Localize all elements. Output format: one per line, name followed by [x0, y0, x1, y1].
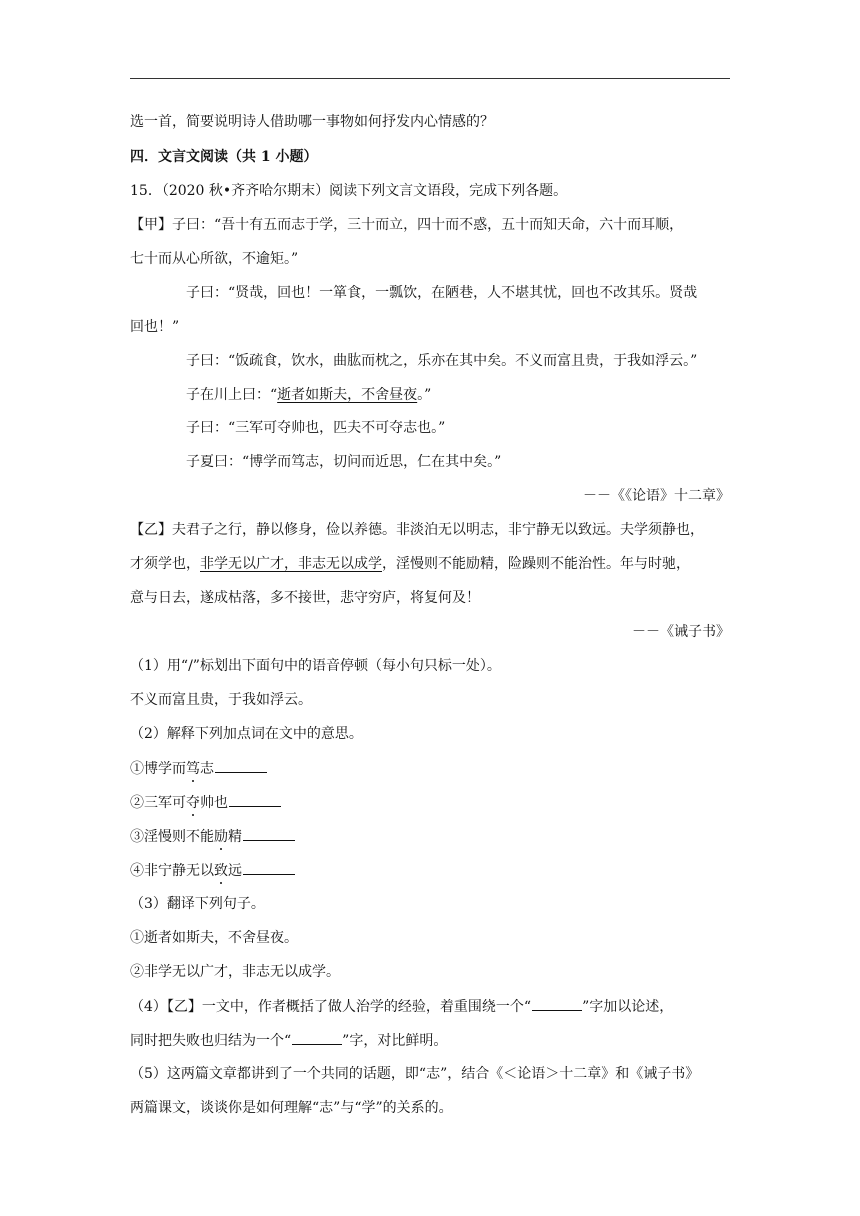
q4-blank-1[interactable] [532, 996, 582, 1011]
q2-item-1-num: ① [130, 761, 144, 777]
q2-prompt: （2）解释下列加点词在文中的意思。 [130, 726, 363, 742]
q4-line1-pre: （4）【乙】一文中，作者概括了做人治学的经验，着重围绕一个“ [130, 999, 532, 1015]
yi-source: －－《诫子书》 [632, 624, 730, 640]
q1-prompt: （1）用“/”标划出下面句中的语音停顿（每小句只标一处）。 [130, 658, 501, 674]
q2-item-3 [130, 826, 730, 847]
yi-line3: 意与日去，遂成枯落，多不接世，悲守穷庐，将复何及！ [130, 590, 480, 606]
q2-item-4-num: ④ [130, 863, 144, 879]
q2-item-2-post: 帅也 [200, 795, 228, 811]
header-rule [130, 78, 730, 79]
jia-para4-pre: 子在川上曰：“ [186, 387, 278, 403]
q2-item-2-answer-blank[interactable] [229, 792, 281, 807]
q2-item-4-dotted-word: 致 [214, 863, 228, 879]
jia-para2-line1: 子曰：“贤哉，回也！一箪食，一瓢饮，在陋巷，人不堪其忧，回也不改其乐。贤哉 [186, 285, 698, 301]
q2-item-2 [130, 792, 730, 813]
q5-line1: （5）这两篇文章都讲到了一个共同的话题，即“志”，结合《＜论语＞十二章》和《诫子书》 [130, 1066, 700, 1082]
q2-item-3-num: ③ [130, 829, 144, 845]
jia-para4-post: 。” [417, 387, 432, 403]
q4-blank-2[interactable] [292, 1030, 342, 1045]
q2-item-1 [130, 758, 730, 779]
jia-para1-line2: 七十而从心所欲，不逾矩。” [130, 251, 299, 267]
q2-item-1-post: 志 [200, 761, 214, 777]
q5-line2: 两篇课文，谈谈你是如何理解“志”与“学”的关系的。 [130, 1100, 453, 1116]
jia-para5: 子曰：“三军可夺帅也，匹夫不可夺志也。” [186, 420, 446, 436]
jia-para2-line2: 回也！” [130, 319, 180, 335]
q4-line2 [130, 1030, 730, 1051]
q2-item-2-dotted-word: 夺 [186, 795, 200, 811]
q2-item-4-post: 远 [228, 863, 242, 879]
q4-line2-post: ”字，对比鲜明。 [342, 1033, 448, 1049]
yi-line1: 【乙】夫君子之行，静以修身，俭以养德。非淡泊无以明志，非宁静无以致远。夫学须静也， [130, 522, 704, 538]
q4-line1 [130, 996, 730, 1017]
section-heading: 四．文言文阅读（共 1 小题） [130, 149, 318, 165]
q2-item-2-num: ② [130, 795, 144, 811]
q2-item-4-pre: 非宁静无以 [144, 863, 214, 879]
q2-item-1-answer-blank[interactable] [215, 758, 267, 773]
jia-para6: 子夏曰：“博学而笃志，切问而近思，仁在其中矣。” [186, 454, 502, 470]
q2-item-3-post: 精 [228, 829, 242, 845]
q3-prompt: （3）翻译下列句子。 [130, 896, 265, 912]
q2-item-3-pre: 淫慢则不能 [144, 829, 214, 845]
q3-item-2: ②非学无以广才，非志无以成学。 [130, 964, 340, 980]
yi-line2-post: ，淫慢则不能励精，险躁则不能治性。年与时驰， [382, 556, 690, 572]
q2-item-1-pre: 博学而 [144, 761, 186, 777]
q1-sentence: 不义而富且贵，于我如浮云。 [130, 692, 312, 708]
jia-para1-line1: 【甲】子曰：“吾十有五而志于学，三十而立，四十而不惑，五十而知天命，六十而耳顺， [130, 217, 684, 233]
q3-item-1: ①逝者如斯夫，不舍昼夜。 [130, 930, 298, 946]
jia-para4 [186, 385, 730, 405]
q2-item-4-answer-blank[interactable] [243, 860, 295, 875]
yi-line2-underlined: 非学无以广才，非志无以成学 [200, 556, 382, 572]
q4-line2-pre: 同时把失败也归结为一个“ [130, 1033, 292, 1049]
jia-source: －－《《论语》十二章》 [583, 488, 730, 504]
q2-item-3-dotted-word: 励 [214, 829, 228, 845]
q2-item-2-pre: 三军可 [144, 795, 186, 811]
jia-para4-underlined: 逝者如斯夫，不舍昼夜 [277, 387, 418, 403]
question-15-intro: 15．（2020 秋•齐齐哈尔期末）阅读下列文言文语段，完成下列各题。 [130, 183, 568, 199]
q4-line1-post: ”字加以论述， [582, 999, 674, 1015]
q2-item-1-dotted-word: 笃 [186, 761, 200, 777]
yi-line2-pre: 才须学也， [130, 556, 200, 572]
q2-item-4 [130, 860, 730, 881]
yi-line2 [130, 554, 730, 574]
q2-item-3-answer-blank[interactable] [243, 826, 295, 841]
previous-question-tail: 选一首，简要说明诗人借助哪一事物如何抒发内心情感的？ [130, 114, 494, 130]
jia-para3: 子曰：“饭疏食，饮水，曲肱而枕之，乐亦在其中矣。不义而富且贵，于我如浮云。” [186, 353, 698, 369]
